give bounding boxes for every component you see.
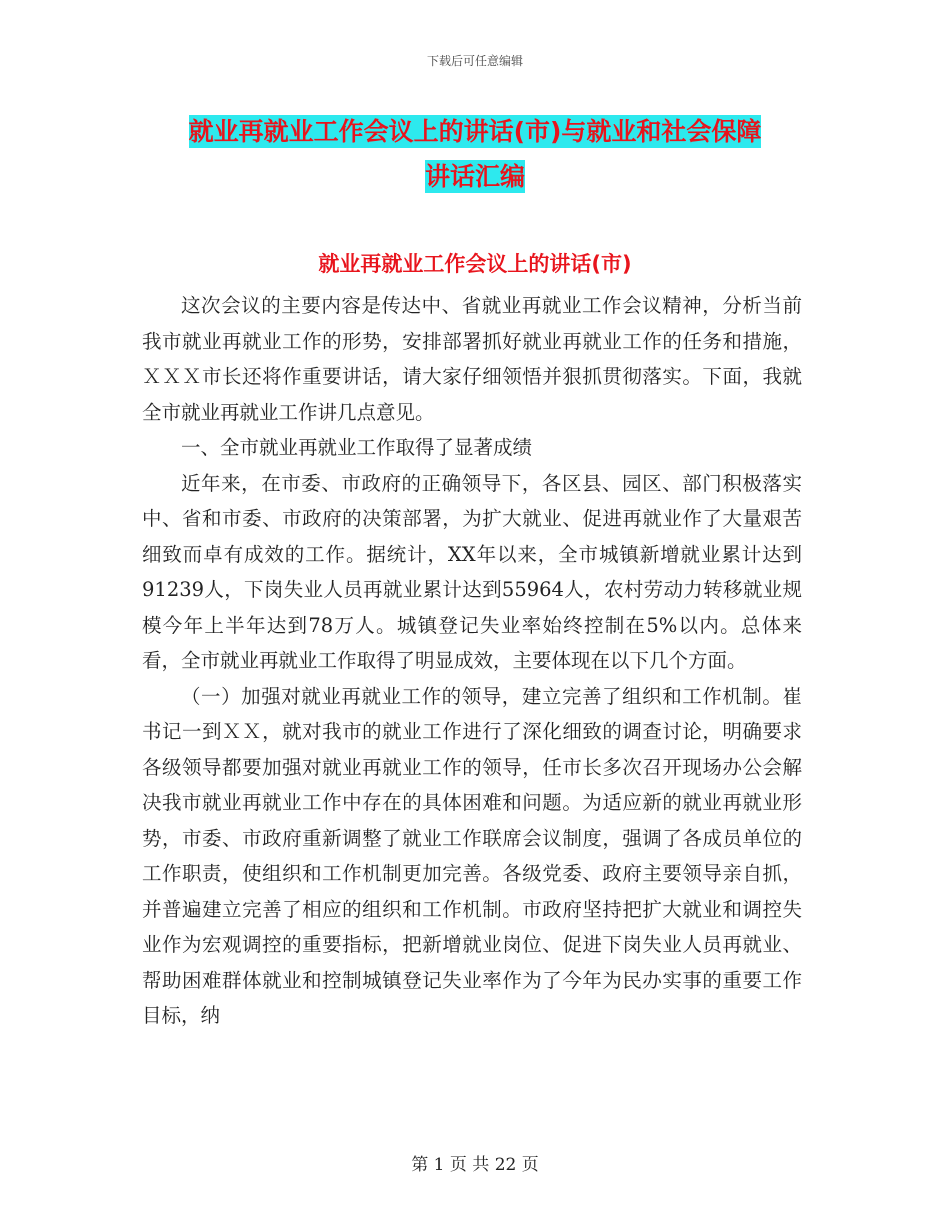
page-number-footer: 第 1 页 共 22 页 (411, 1155, 539, 1175)
document-body (142, 288, 802, 1034)
header-note: 下载后可任意编辑 (426, 54, 523, 68)
document-title-line-1-text: 就业再就业工作会议上的讲话(市)与就业和社会保障 (188, 117, 762, 146)
paragraph-achievements: 近年来，在市委、市政府的正确领导下，各区县、园区、部门积极落实中、省和市委、市政府的决策部署，为扩大就业、促进再就业作了大量艰苦细致而卓有成效的工作。据统计，XX年以来，全市城镇新增就业累计达到91239人，下岗失业人员再就业累计达到55964人，农村劳动力转移就业规模今年上半年达到78万人。城镇登记失业率始终控制在5%以内。总体来看，全市就业再就业工作取得了明显成效，主要体现在以下几个方面。 (142, 471, 802, 672)
document-title-line-2-text: 讲话汇编 (424, 162, 525, 191)
paragraph-intro: 这次会议的主要内容是传达中、省就业再就业工作会议精神，分析当前我市就业再就业工作的形势，安排部署抓好就业再就业工作的任务和措施，ＸＸＸ市长还将作重要讲话，请大家仔细领悟并狠抓贯彻落实。下面，我就全市就业再就业工作讲几点意见。 (142, 294, 802, 424)
section-title: 就业再就业工作会议上的讲话(市) (318, 252, 632, 276)
document-title-line-1 (0, 112, 950, 148)
paragraph-heading-1: 一、全市就业再就业工作取得了显著成绩 (181, 436, 533, 459)
paragraph-leadership: （一）加强对就业再就业工作的领导，建立完善了组织和工作机制。崔书记一到ＸＸ，就对我市的就业工作进行了深化细致的调查讨论，明确要求各级领导都要加强对就业再就业工作的领导，任市长多次召开现场办公会解决我市就业再就业工作中存在的具体困难和问题。为适应新的就业再就业形势，市委、市政府重新调整了就业工作联席会议制度，强调了各成员单位的工作职责，使组织和工作机制更加完善。各级党委、政府主要领导亲自抓，并普遍建立完善了相应的组织和工作机制。市政府坚持把扩大就业和调控失业作为宏观调控的重要指标，把新增就业岗位、促进下岗失业人员再就业、帮助困难群体就业和控制城镇登记失业率作为了今年为民办实事的重要工作目标，纳 (142, 684, 802, 1027)
document-title-line-2 (0, 157, 950, 193)
